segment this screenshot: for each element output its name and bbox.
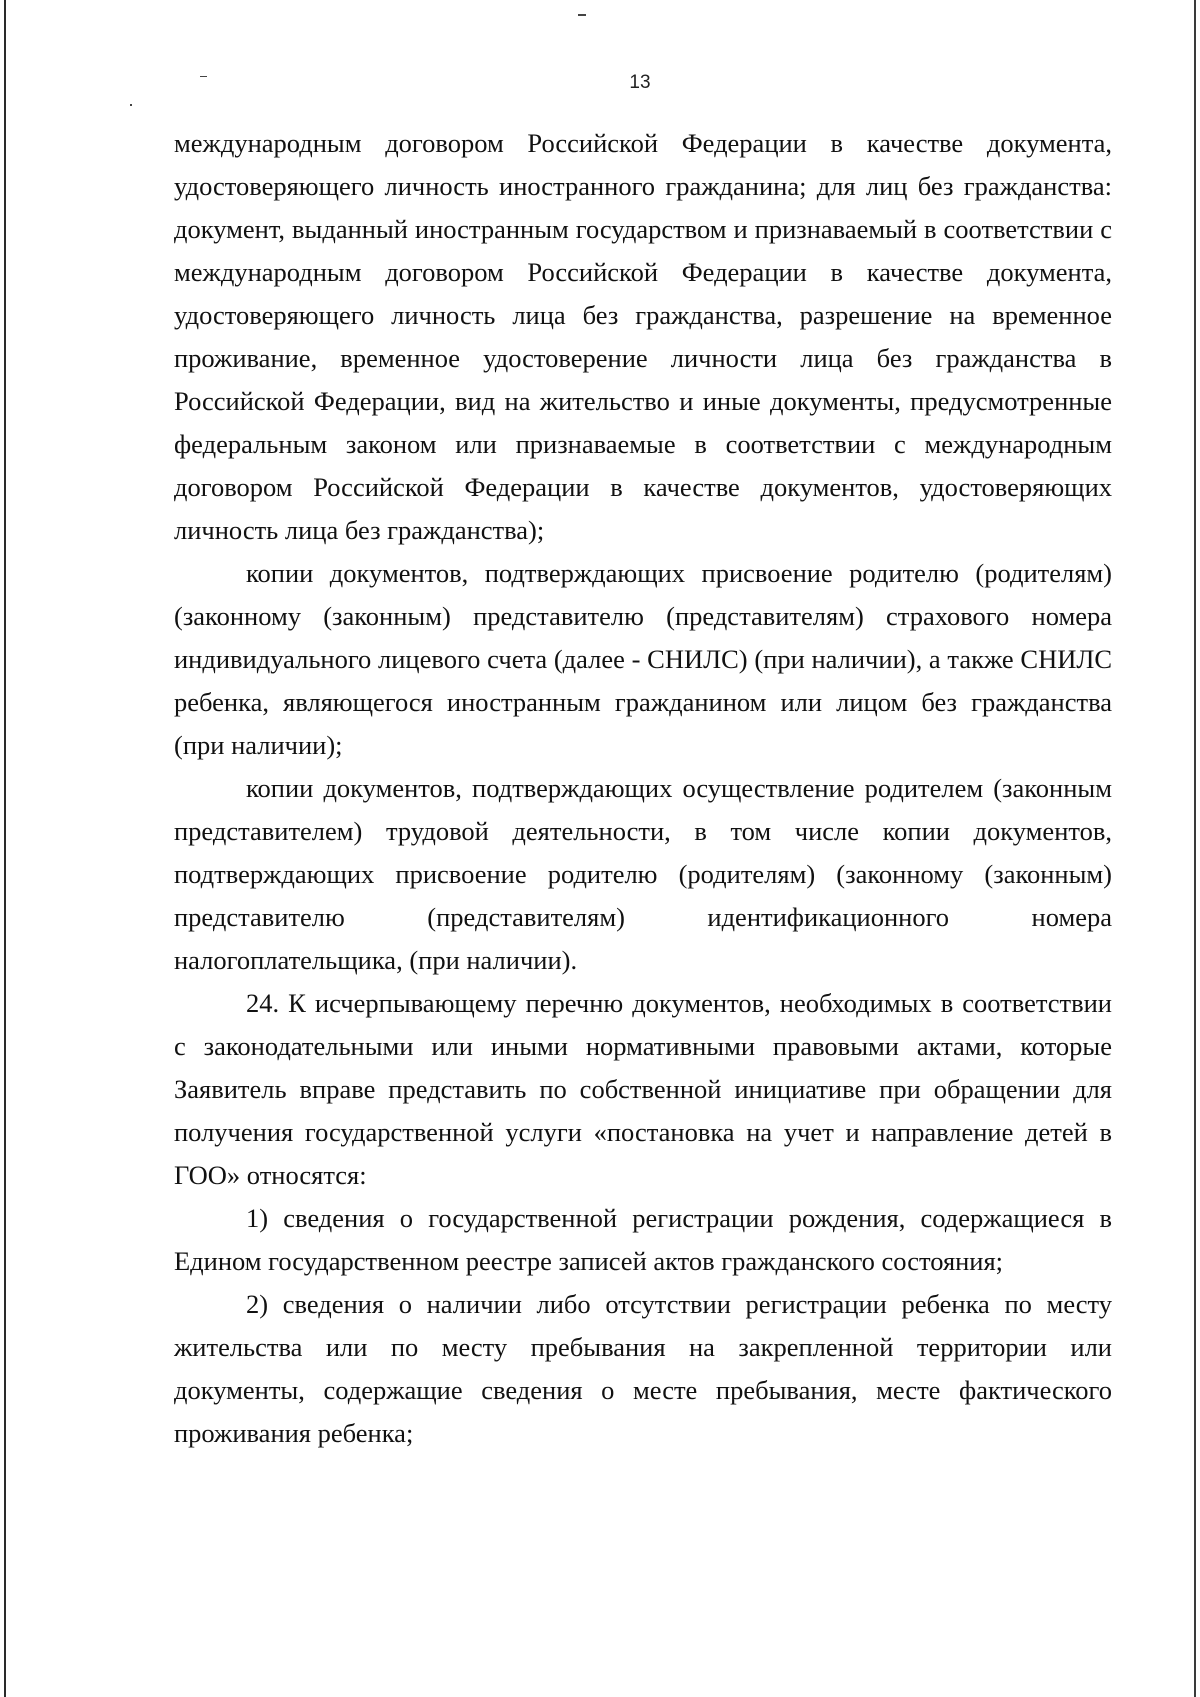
paragraph: копии документов, подтверждающих присвоение родителю (родителям) (законному (законным) представителю (представителям) страхового номера индивидуального лицевого счета (далее - СНИЛС) (при наличии), а также СНИЛС ребенка, являющегося иностранным гражданином или лицом без гражданства (при наличии); bbox=[174, 558, 1112, 760]
scan-left-edge bbox=[4, 0, 6, 1697]
scan-speck bbox=[130, 104, 132, 106]
document-body bbox=[174, 122, 1112, 1455]
paragraph: копии документов, подтверждающих осуществление родителем (законным представителем) трудовой деятельности, в том числе копии документов, подтверждающих присвоение родителю (родителям) (законному (законным) представителю (представителям) идентификационного номера налогоплательщика, (при наличии). bbox=[174, 773, 1112, 975]
paragraph: 24. К исчерпывающему перечню документов, необходимых в соответствии с законодательными или иными нормативными правовыми актами, которые Заявитель вправе представить по собственной инициативе при обращении для получения государственной услуги «постановка на учет и направление детей в ГОО» относятся: bbox=[174, 988, 1112, 1190]
paragraph: 1) сведения о государственной регистрации рождения, содержащиеся в Едином государственном реестре записей актов гражданского состояния; bbox=[174, 1203, 1112, 1276]
paragraph: 2) сведения о наличии либо отсутствии регистрации ребенка по месту жительства или по месту пребывания на закрепленной территории или документы, содержащие сведения о месте пребывания, месте фактического проживания ребенка; bbox=[174, 1289, 1112, 1448]
scan-right-edge bbox=[1194, 0, 1196, 1697]
page-number: 13 bbox=[629, 72, 651, 93]
scan-speck bbox=[578, 14, 586, 16]
paragraph: международным договором Российской Федерации в качестве документа, удостоверяющего личность иностранного гражданина; для лиц без гражданства: документ, выданный иностранным государством и признаваемый в соответствии с международным договором Российской Федерации в качестве документа, удостоверяющего личность лица без гражданства, разрешение на временное проживание, временное удостоверение личности лица без гражданства в Российской Федерации, вид на жительство и иные документы, предусмотренные федеральным законом или признаваемые в соответствии с международным договором Российской Федерации в качестве документов, удостоверяющих личность лица без гражданства); bbox=[174, 128, 1112, 545]
